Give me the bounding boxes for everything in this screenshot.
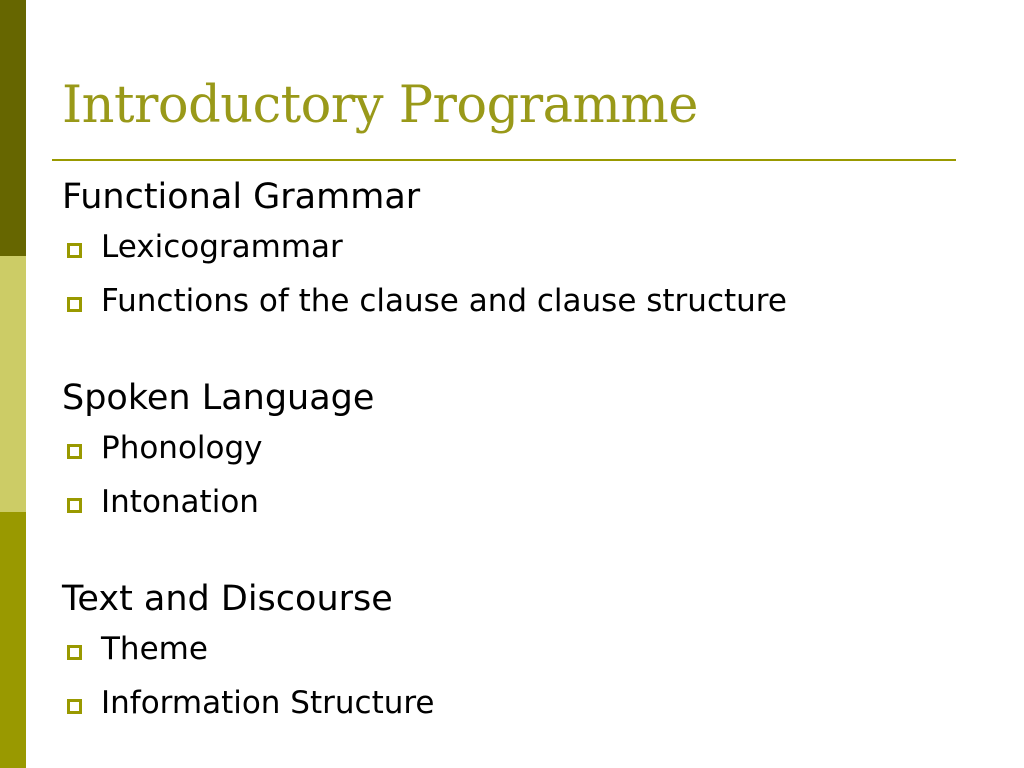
bullet-item [62,475,982,529]
bullet-item [62,622,982,676]
bullet-text: Information Structure [101,685,435,721]
bullet-item [62,421,982,475]
bullet-list [62,421,982,529]
side-bar-top-segment [0,0,26,256]
bullet-text: Phonology [101,430,263,466]
section-functional-grammar [62,174,982,328]
bullet-text: Functions of the clause and clause structure [101,283,787,319]
bullet-item [62,274,982,328]
bullet-text: Lexicogrammar [101,229,343,265]
section-heading: Functional Grammar [62,177,421,217]
bullet-list [62,220,982,328]
bullet-item [62,676,982,730]
slide-content [62,174,982,730]
hollow-square-icon [67,444,82,459]
bullet-text: Theme [101,631,208,667]
section-heading: Spoken Language [62,378,375,418]
side-bar-middle-segment [0,256,26,512]
slide-title: Introductory Programme [62,76,698,135]
hollow-square-icon [67,699,82,714]
hollow-square-icon [67,297,82,312]
section-spoken-language [62,375,982,529]
hollow-square-icon [67,645,82,660]
title-underline [52,159,956,161]
side-bar-bottom-segment [0,512,26,768]
bullet-list [62,622,982,730]
bullet-item [62,220,982,274]
section-text-and-discourse [62,576,982,730]
section-heading: Text and Discourse [62,579,393,619]
hollow-square-icon [67,498,82,513]
hollow-square-icon [67,243,82,258]
bullet-text: Intonation [101,484,259,520]
